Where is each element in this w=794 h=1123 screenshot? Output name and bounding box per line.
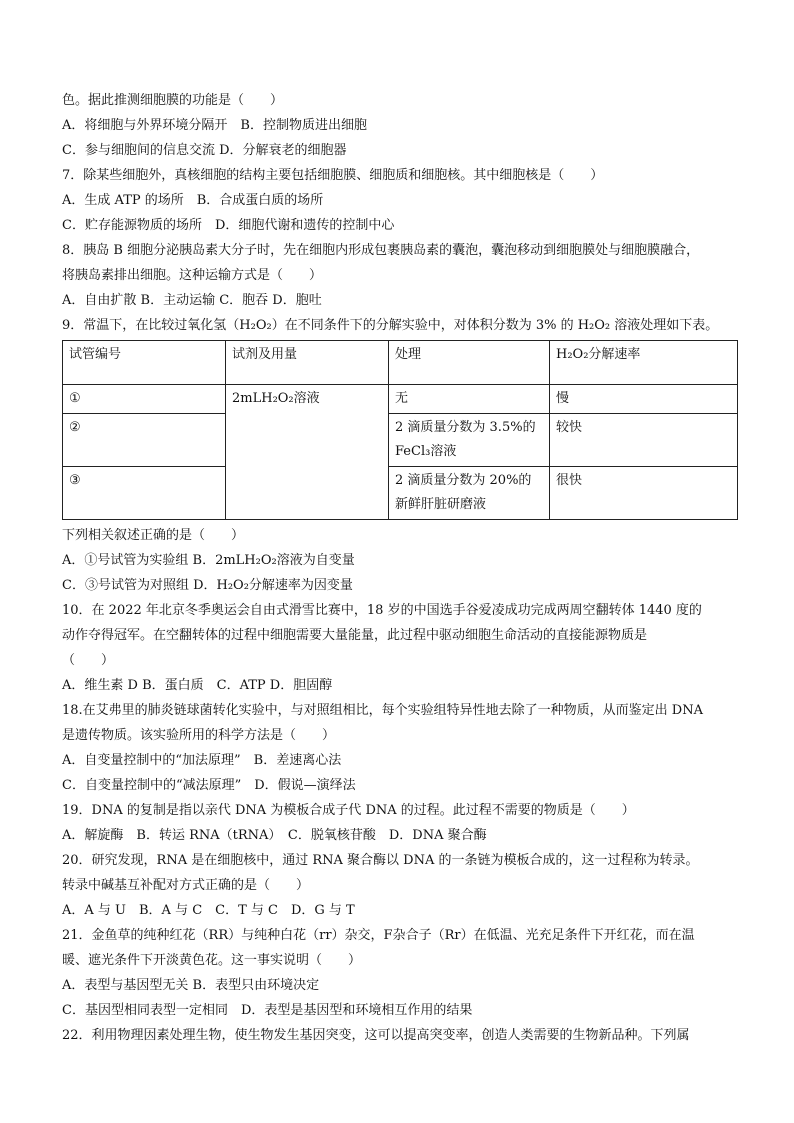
question-20: 20．研究发现，RNA 是在细胞核中，通过 RNA 聚合酶以 DNA 的一条链为模板合成的，这一过程称为转录。 xyxy=(62,853,699,868)
question-21: 21．金鱼草的纯种红花（RR）与纯种白花（rr）杂交，F杂合子（Rr）在低温、光充足条件下开红花，而在温 xyxy=(62,928,695,943)
option-line: A．维生素 D B．蛋白质 C．ATP D．胆固醇 xyxy=(62,678,333,693)
table-header-row xyxy=(63,341,738,385)
treatment-cell: 2 滴质量分数为 3.5%的 FeCl₃溶液 xyxy=(389,414,550,467)
tube-id: ② xyxy=(63,414,226,467)
text-line: 下列相关叙述正确的是（ ） xyxy=(62,528,245,543)
option-line: C．参与细胞间的信息交流 D．分解衰老的细胞器 xyxy=(62,143,347,158)
question-10: 10．在 2022 年北京冬季奥运会自由式滑雪比赛中，18 岁的中国选手谷爱凌成功完成两周空翻转体 1440 度的 xyxy=(62,603,702,618)
text-line: （ ） xyxy=(62,653,115,668)
rate-cell: 慢 xyxy=(550,385,738,414)
option-line: C．基因型相同表型一定相同 D．表型是基因型和环境相互作用的结果 xyxy=(62,1003,473,1018)
option-line: A．解旋酶 B．转运 RNA（tRNA） C．脱氧核苷酸 D．DNA 聚合酶 xyxy=(62,828,487,843)
option-line: A．自由扩散 B．主动运输 C．胞吞 D．胞吐 xyxy=(62,293,322,308)
experiment-table xyxy=(62,340,738,520)
table-row xyxy=(63,385,738,414)
treatment-cell: 2 滴质量分数为 20%的新鲜肝脏研磨液 xyxy=(389,467,550,520)
question-7: 7．除某些细胞外，真核细胞的结构主要包括细胞膜、细胞质和细胞核。其中细胞核是（ ） xyxy=(62,168,604,183)
question-19: 19．DNA 的复制是指以亲代 DNA 为模板合成子代 DNA 的过程。此过程不需要的物质是（ ） xyxy=(62,803,635,818)
text-line: 是遗传物质。该实验所用的科学方法是（ ） xyxy=(62,728,336,743)
option-line: A．生成 ATP 的场所 B．合成蛋白质的场所 xyxy=(62,193,324,208)
text-line: 将胰岛素排出细胞。这种运输方式是（ ） xyxy=(62,268,323,283)
exam-page xyxy=(62,88,738,1048)
question-22: 22．利用物理因素处理生物，使生物发生基因突变，这可以提高突变率，创造人类需要的生物新品种。下列属 xyxy=(62,1028,690,1043)
option-line: A．①号试管为实验组 B．2mLH₂O₂溶液为自变量 xyxy=(62,553,355,568)
option-line: A．表型与基因型无关 B．表型只由环境决定 xyxy=(62,978,320,993)
text-line: 暖、遮光条件下开淡黄色花。这一事实说明（ ） xyxy=(62,953,362,968)
tube-id: ① xyxy=(63,385,226,414)
table-row xyxy=(63,414,738,467)
option-line: A．将细胞与外界环境分隔开 B．控制物质进出细胞 xyxy=(62,118,367,133)
header-reagent: 试剂及用量 xyxy=(226,341,389,385)
header-rate: H₂O₂分解速率 xyxy=(550,341,738,385)
option-line: C．自变量控制中的“减法原理” D．假说—演绎法 xyxy=(62,778,356,793)
header-tube-id: 试管编号 xyxy=(63,341,226,385)
rate-cell: 较快 xyxy=(550,414,738,467)
question-8: 8．胰岛 B 细胞分泌胰岛素大分子时，先在细胞内形成包裹胰岛素的囊泡，囊泡移动到细胞膜处与细胞膜融合， xyxy=(62,243,700,258)
rate-cell: 很快 xyxy=(550,467,738,520)
option-line: A．自变量控制中的“加法原理” B．差速离心法 xyxy=(62,753,342,768)
text-line: 转录中碱基互补配对方式正确的是（ ） xyxy=(62,878,310,893)
table-row xyxy=(63,467,738,520)
option-line: C．③号试管为对照组 D．H₂O₂分解速率为因变量 xyxy=(62,578,353,593)
reagent-cell: 2mLH₂O₂溶液 xyxy=(226,385,389,520)
text-line: 色。据此推测细胞膜的功能是（ ） xyxy=(62,93,284,108)
option-line: A．A 与 U B．A 与 C C．T 与 C D．G 与 T xyxy=(62,903,355,918)
treatment-cell: 无 xyxy=(389,385,550,414)
text-line: 动作夺得冠军。在空翻转体的过程中细胞需要大量能量，此过程中驱动细胞生命活动的直接能源物质是 xyxy=(62,628,648,643)
option-line: C．贮存能源物质的场所 D．细胞代谢和遗传的控制中心 xyxy=(62,218,395,233)
question-9: 9．常温下，在比较过氧化氢（H₂O₂）在不同条件下的分解实验中，对体积分数为 3% 的 H₂O₂ 溶液处理如下表。 xyxy=(62,318,719,333)
tube-id: ③ xyxy=(63,467,226,520)
header-treatment: 处理 xyxy=(389,341,550,385)
question-18: 18.在艾弗里的肺炎链球菌转化实验中，与对照组相比，每个实验组特异性地去除了一种物质，从而鉴定出 DNA xyxy=(62,703,703,718)
